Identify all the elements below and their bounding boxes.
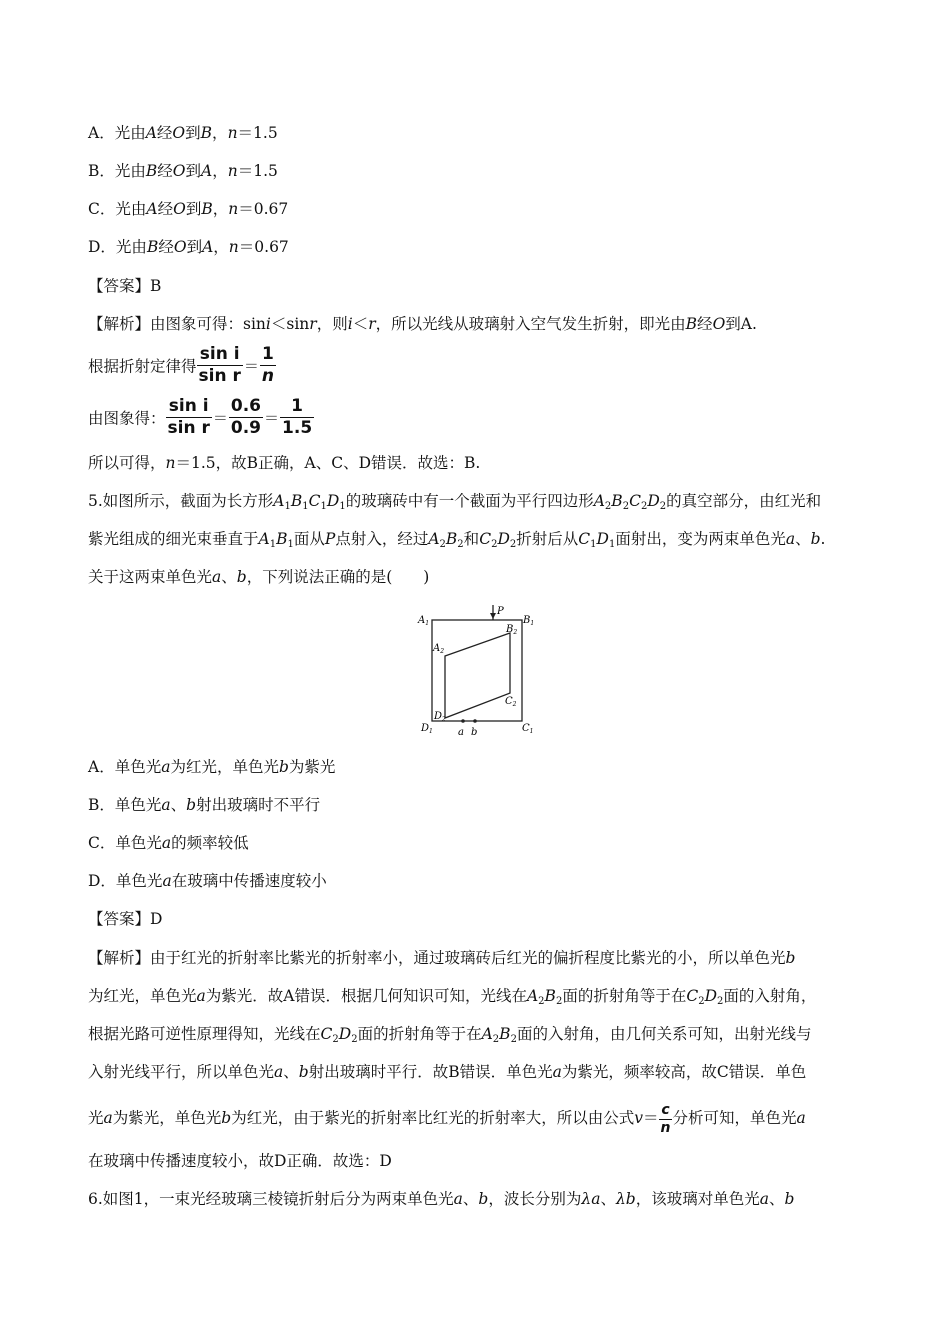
label-a: a [458, 727, 464, 738]
q4-option-d: D．光由B经O到A，n＝0.67 [88, 238, 289, 256]
label-a1: $A_1$ [418, 615, 430, 627]
label-b2: $B_2$ [506, 624, 518, 636]
q5-option-b: B．单色光a、b射出玻璃时不平行 [88, 796, 321, 814]
q5-stem-line2: 紫光组成的细光束垂直于$A_1B_1$面从P点射入，经过$A_2B_2$和$C_2D_2$折射后从$C_1D_1$面射出，变为两束单色光a、b. [88, 530, 826, 550]
exit-point-b [473, 719, 477, 723]
q4-option-b: B．光由B经O到A，n＝1.5 [88, 162, 278, 180]
q5-analysis-line5: 光a为紫光，单色光b为红光，由于紫光的折射率比红光的折射率大，所以由公式v＝ $\frac{c}{n}$ 分析可知，单色光a [88, 1101, 806, 1136]
label-c1: $C_1$ [522, 723, 534, 735]
q5-analysis-line3: 根据光路可逆性原理得知，光线在$C_2D_2$面的折射角等于在$A_2B_2$面的入射角，由几何关系可知，出射光线与 [88, 1025, 812, 1045]
q5-stem-line1: 5.如图所示，截面为长方形$A_1B_1C_1D_1$的玻璃砖中有一个截面为平行四边形$A_2B_2C_2D_2$的真空部分，由红光和 [88, 492, 822, 512]
q5-analysis-line6: 在玻璃中传播速度较小，故D正确．故选：D [88, 1152, 392, 1170]
q5-option-a: A．单色光a为红光，单色光b为紫光 [88, 758, 336, 776]
q4-analysis: 【解析】由图象可得：sini＜sinr，则i＜r，所以光线从玻璃射入空气发生折射，即光由B经O到A. [88, 315, 757, 333]
label-d2: $D_2$ [434, 711, 446, 723]
q5-option-d: D．单色光a在玻璃中传播速度较小 [88, 872, 327, 890]
label-p: P [497, 606, 504, 617]
q5-analysis-line1: 【解析】由于红光的折射率比紫光的折射率小，通过玻璃砖后红光的偏折程度比紫光的小，所以单色光b [88, 949, 796, 967]
q5-analysis-line4: 入射光线平行，所以单色光a、b射出玻璃时平行．故B错误．单色光a为紫光，频率较高，故C错误．单色 [88, 1063, 807, 1081]
label-c2: $C_2$ [505, 696, 517, 708]
q4-answer: 【答案】B [88, 277, 162, 295]
q4-graph-ratio: 由图象得： $\frac{\text{sin i}}{\text{sin r}}$ ＝ $\frac{0.6}{0.9}$ ＝ $\frac{1}{1.5}$ [88, 396, 313, 438]
q5-answer: 【答案】D [88, 910, 163, 928]
q4-option-c: C．光由A经O到B，n＝0.67 [88, 200, 289, 218]
label-d1: $D_1$ [421, 723, 433, 735]
q4-refraction-law: 根据折射定律得 $\frac{\text{sin i}}{\text{sin r}}$ ＝ $\frac{1}{n}$ [88, 344, 274, 386]
label-b1: $B_1$ [523, 615, 535, 627]
label-a2: $A_2$ [433, 643, 445, 655]
exit-point-a [461, 719, 465, 723]
vacuum-parallelogram [445, 633, 510, 718]
q5-analysis-line2: 为红光，单色光a为紫光．故A错误．根据几何知识可知，光线在$A_2B_2$面的折射角等于在$C_2D_2$面的入射角， [88, 987, 817, 1007]
q5-option-c: C．单色光a的频率较低 [88, 834, 249, 852]
glass-brick-figure [412, 603, 540, 741]
q5-stem-line3: 关于这两束单色光a、b，下列说法正确的是( ) [88, 568, 430, 586]
q4-option-a: A．光由A经O到B，n＝1.5 [88, 124, 278, 142]
label-b: b [471, 727, 478, 738]
q6-stem-line1: 6.如图1，一束光经玻璃三棱镜折射后分为两束单色光a、b，波长分别为λa、λb，该玻璃对单色光a、b [88, 1190, 795, 1208]
incident-arrow-icon [490, 613, 496, 619]
q4-conclusion: 所以可得，n＝1.5，故B正确，A、C、D错误．故选：B. [88, 454, 481, 472]
